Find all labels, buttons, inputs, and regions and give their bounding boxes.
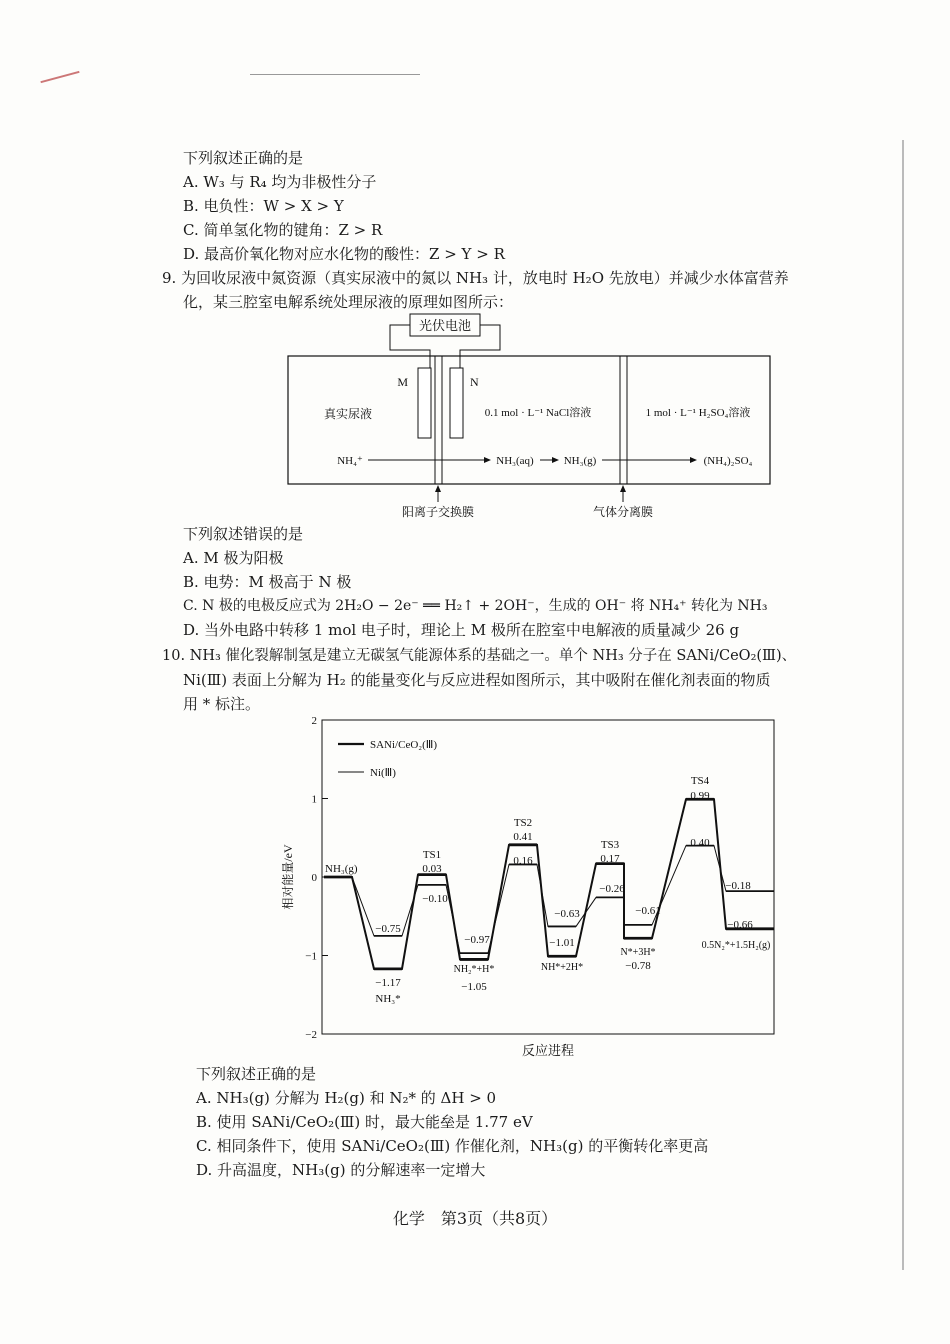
electrode-n xyxy=(450,368,463,438)
q10-option-a: A. NH₃(g) 分解为 H₂(g) 和 N₂* 的 ΔH > 0 xyxy=(196,1089,497,1107)
y-tick-label: −1 xyxy=(305,950,317,963)
arrow-2-head xyxy=(552,457,559,463)
chamber3-label: 1 mol · L⁻¹ H₂SO₄溶液 xyxy=(645,407,751,419)
q10-stem-line3: 用 * 标注。 xyxy=(183,695,261,713)
q8-option-b: B. 电负性：W > X > Y xyxy=(183,197,344,215)
label-nh3g: NH₃(g) xyxy=(325,863,358,875)
q8-option-a: A. W₃ 与 R₄ 均为非极性分子 xyxy=(183,173,377,191)
scan-mark-corner xyxy=(40,71,79,83)
q9-option-a: A. M 极为阳极 xyxy=(183,549,284,567)
value-n3: −0.97 xyxy=(464,934,490,946)
label-ts3: TS3 xyxy=(600,839,620,851)
q9-stem-line2: 化，某三腔室电解系统处理尿液的原理如图所示： xyxy=(183,293,514,311)
species-nh3g: NH₃(g) xyxy=(563,455,597,467)
electrode-n-label: N xyxy=(470,375,479,389)
value-n7: −0.61 xyxy=(635,905,661,917)
q9-option-b: B. 电势：M 极高于 N 极 xyxy=(183,573,352,591)
scan-edge-right xyxy=(902,140,904,1270)
electrolysis-diagram xyxy=(280,310,780,520)
battery-label: 光伏电池 xyxy=(418,318,472,333)
page-footer: 化学 第3页（共8页） xyxy=(392,1209,558,1228)
y-tick-label: −2 xyxy=(305,1029,317,1041)
arrow-1-head xyxy=(484,457,491,463)
scan-mark-top xyxy=(250,74,420,75)
chamber1-label: 真实尿液 xyxy=(323,407,373,421)
value-n1: −0.75 xyxy=(375,923,401,935)
q9-option-d: D. 当外电路中转移 1 mol 电子时，理论上 M 极所在腔室中电解液的质量减少 26 g xyxy=(183,621,740,639)
x-axis-label: 反应进程 xyxy=(521,1043,575,1058)
legend-label-sani: SANi/CeO₂(Ⅲ) xyxy=(370,739,438,751)
value-n8: 0.40 xyxy=(690,837,710,849)
value-s8: 0.99 xyxy=(690,790,710,802)
chamber2-label: 0.1 mol · L⁻¹ NaCl溶液 xyxy=(484,407,592,419)
value-s7: −0.78 xyxy=(625,960,651,972)
species-nh3aq: NH₃(aq) xyxy=(496,455,534,467)
q8-option-d: D. 最高价氧化物对应水化物的酸性：Z > Y > R xyxy=(183,245,505,263)
value-n9: −0.18 xyxy=(725,880,751,892)
value-s9: −0.66 xyxy=(727,919,753,931)
q10-stem-line1: 10. NH₃ 催化裂解制氢是建立无碳氢气能源体系的基础之一。单个 NH₃ 分子在 SANi/CeO₂(Ⅲ)、 xyxy=(162,648,797,664)
electrode-m xyxy=(418,368,431,438)
arrow-3-head xyxy=(690,457,697,463)
value-s4: 0.41 xyxy=(513,831,533,843)
label-nhh2: NH*+2H* xyxy=(540,962,584,973)
y-tick-label: 0 xyxy=(311,872,317,884)
value-s3: −1.05 xyxy=(461,981,487,993)
q9-option-c: C. N 极的电极反应式为 2H₂O − 2e⁻ ══ H₂↑ + 2OH⁻，生成的 OH⁻ 将 NH₄⁺ 转化为 NH₃ xyxy=(183,598,768,614)
q9-stem-line1: 9. 为回收尿液中氮资源（真实尿液中的氮以 NH₃ 计，放电时 H₂O 先放电）并减少水体富营养 xyxy=(162,269,789,287)
species-nh4: NH₄⁺ xyxy=(337,455,363,467)
q10-option-c: C. 相同条件下，使用 SANi/CeO₂(Ⅲ) 作催化剂，NH₃(g) 的平衡转化率更高 xyxy=(196,1137,709,1155)
value-s6: 0.17 xyxy=(600,853,620,865)
label-n3h: N*+3H* xyxy=(620,947,656,958)
q10-option-b: B. 使用 SANi/CeO₂(Ⅲ) 时，最大能垒是 1.77 eV xyxy=(196,1113,533,1131)
energy-profile-chart xyxy=(280,712,800,1062)
species-product: (NH₄)₂SO₄ xyxy=(703,455,753,467)
membrane1-label: 阳离子交换膜 xyxy=(401,505,475,519)
membrane2-label: 气体分离膜 xyxy=(592,505,654,519)
label-ts4: TS4 xyxy=(690,775,710,787)
value-n6: −0.26 xyxy=(599,883,625,895)
electrode-m-label: M xyxy=(397,375,408,389)
q9-prompt: 下列叙述错误的是 xyxy=(183,525,304,543)
q10-stem-line2: Ni(Ⅲ) 表面上分解为 H₂ 的能量变化与反应进程如图所示，其中吸附在催化剂表面的物质 xyxy=(183,671,771,689)
value-n2: −0.10 xyxy=(422,893,448,905)
value-n4: 0.16 xyxy=(513,855,533,867)
q8-prompt: 下列叙述正确的是 xyxy=(183,149,304,167)
membrane1-pointer-head xyxy=(435,485,441,492)
y-axis-label: 相对能量/eV xyxy=(281,844,295,910)
label-nh2h: NH₂*+H* xyxy=(453,964,495,975)
q10-prompt: 下列叙述正确的是 xyxy=(196,1065,317,1083)
label-nh3s: NH₃* xyxy=(375,993,401,1005)
value-s1: −1.17 xyxy=(375,977,401,989)
y-tick-label: 2 xyxy=(311,715,317,727)
q10-option-d: D. 升高温度，NH₃(g) 的分解速率一定增大 xyxy=(196,1161,486,1179)
label-ts2: TS2 xyxy=(513,817,533,829)
label-final: 0.5N₂*+1.5H₂(g) xyxy=(701,940,771,951)
y-tick-label: 1 xyxy=(311,793,317,806)
q8-option-c: C. 简单氢化物的键角：Z > R xyxy=(183,221,383,239)
value-n5: −0.63 xyxy=(554,908,580,920)
value-s5: −1.01 xyxy=(549,937,575,949)
membrane2-pointer-head xyxy=(620,485,626,492)
legend-label-ni: Ni(Ⅲ) xyxy=(370,767,396,779)
label-ts1: TS1 xyxy=(422,849,442,861)
value-s2: 0.03 xyxy=(422,863,442,875)
